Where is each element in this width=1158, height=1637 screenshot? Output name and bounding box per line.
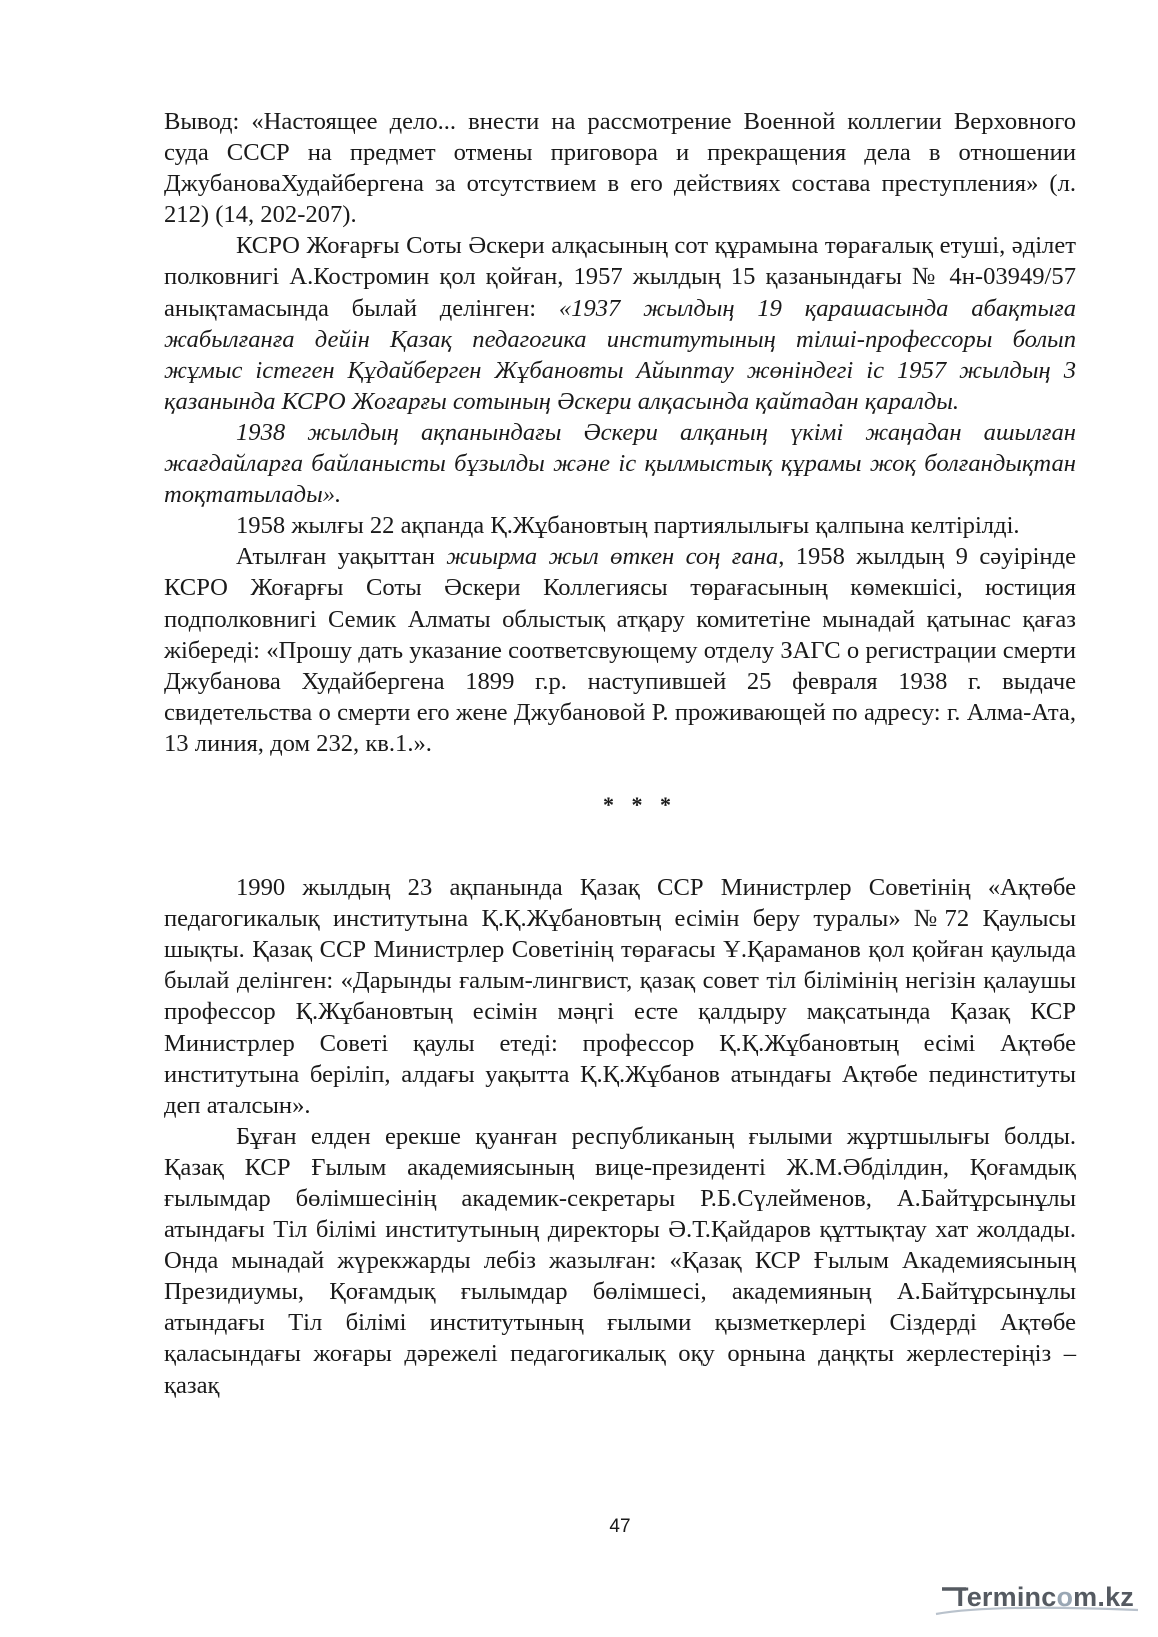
paragraph-p4 bbox=[164, 510, 1076, 541]
watermark-text-first: T bbox=[952, 1582, 967, 1612]
body-text: Атылған уақыттан bbox=[236, 543, 447, 571]
body-text: КСРО Жоғарғы Соты Әскери алқасының сот құрамына төрағалық етуші, әділет полковнигі А.Костромин қол қойған, 1957 жылдың 15 қазанындағы № 4н-03949/57 анықтамасында былай делінген: bbox=[164, 232, 1076, 322]
watermark-text-middle: erminc bbox=[966, 1582, 1057, 1612]
watermark-text-end: m.kz bbox=[1073, 1582, 1134, 1612]
terminco-watermark bbox=[932, 1580, 1142, 1620]
paragraph-p6 bbox=[164, 872, 1076, 1121]
paragraphs-before-separator bbox=[164, 106, 1076, 759]
italic-text: жиырма жыл өткен соң ғана bbox=[446, 543, 779, 571]
paragraph-p2 bbox=[164, 230, 1076, 417]
italic-text: «1937 жылдың 19 қарашасында абақтыға жабылғанға дейін Қазақ педагогика институтының тілші-профессоры болып жұмыс істеген Құдайберген Жұбановты Айыптау жөніндегі іс 1957 жылдың 3 қазанында КСРО Жоғарғы сотының Әскери алқасында қайтадан қаралды. bbox=[164, 294, 1076, 415]
body-text: Бұған елден ерекше қуанған республиканың ғылыми жұртшылығы болды. Қазақ КСР Ғылым академиясының вице-президенті Ж.М.Әбділдин, Қоғамдық ғылымдар бөлімшесінің академик-секретары Р.Б.Сүлейменов, А.Байтұрсынұлы атындағы Тіл білімі институтының директоры Ә.Т.Қайдаров құттықтау хат жолдады. Онда мынадай жүрекжарды лебіз жазылған: «Қазақ КСР Ғылым Академиясының Президиумы, Қоғамдық ғылымдар бөлімшесі, академияның А.Байтұрсынұлы атындағы Тіл білімі институтының ғылыми қызметкерлері Сіздерді Ақтөбе қаласындағы жоғары дәрежелі педагогикалық оқу орнына даңқты жерлестеріңіз – қазақ bbox=[164, 1122, 1076, 1399]
italic-text: 1938 жылдың ақпанындағы Әскери алқаның үкімі жаңадан ашылған жағдайларға байланысты бұзылды және іс қылмыстық құрамы жоқ болғандықтан тоқтатылады». bbox=[164, 418, 1076, 509]
page-number: 47 bbox=[609, 1516, 631, 1537]
body-text: Вывод: «Настоящее дело... внести на рассмотрение Военной коллегии Верховного суда СССР на предмет отмены приговора и прекращения дела в отношении ДжубановаХудайбергена за отсутствием в его действиях состава преступления» (л. 212) (14, 202-207). bbox=[164, 108, 1076, 229]
paragraph-p1 bbox=[164, 106, 1076, 230]
watermark-lens-icon: o bbox=[1056, 1582, 1074, 1612]
body-text: 1958 жылғы 22 ақпанда Қ.Жұбановтың партиялылығы қалпына келтірілді. bbox=[236, 512, 1020, 540]
paragraph-p7 bbox=[164, 1121, 1076, 1401]
section-separator: * * * bbox=[603, 791, 677, 817]
paragraph-p5 bbox=[164, 541, 1076, 759]
paragraph-p3 bbox=[164, 417, 1076, 510]
watermark-text bbox=[952, 1582, 1134, 1613]
body-text: , 1958 жылдың 9 сәуірінде КСРО Жоғарғы Соты Әскери Коллегиясы төрағасының көмекшісі, юстиция подполковнигі Семик Алматы облыстық атқару комитетіне мынадай қатынас қағаз жібереді: «Прошу дать указание соответсвующему отделу ЗАГС о регистрации смерти Джубанова Худайбергена 1899 г.р. наступившей 25 февраля 1938 г. выдаче свидетельства о смерти его жене Джубановой Р. проживающей по адресу: г. Алма-Ата, 13 линия, дом 232, кв.1.». bbox=[164, 543, 1077, 757]
paragraphs-after-separator bbox=[164, 872, 1076, 1401]
page-body bbox=[164, 106, 1076, 1401]
body-text: 1990 жылдың 23 ақпанында Қазақ ССР Министрлер Советінің «Ақтөбе педагогикалық институтына Қ.Қ.Жұбановтың есімін беру туралы» №72 Қаулысы шықты. Қазақ ССР Министрлер Советінің төрағасы Ұ.Қараманов қол қойған қаулыда былай делінген: «Дарынды ғалым-лингвист, қазақ совет тіл білімінің негізін қалаушы профессор Қ.Жұбановтың есімін мәңгі есте қалдыру мақсатында Қазақ КСР Министрлер Советі қаулы етеді: профессор Қ.Қ.Жұбановтың есімі Ақтөбе институтына беріліп, алдағы уақытта Қ.Қ.Жұбанов атындағы Ақтөбе пединституты деп аталсын». bbox=[164, 874, 1076, 1119]
